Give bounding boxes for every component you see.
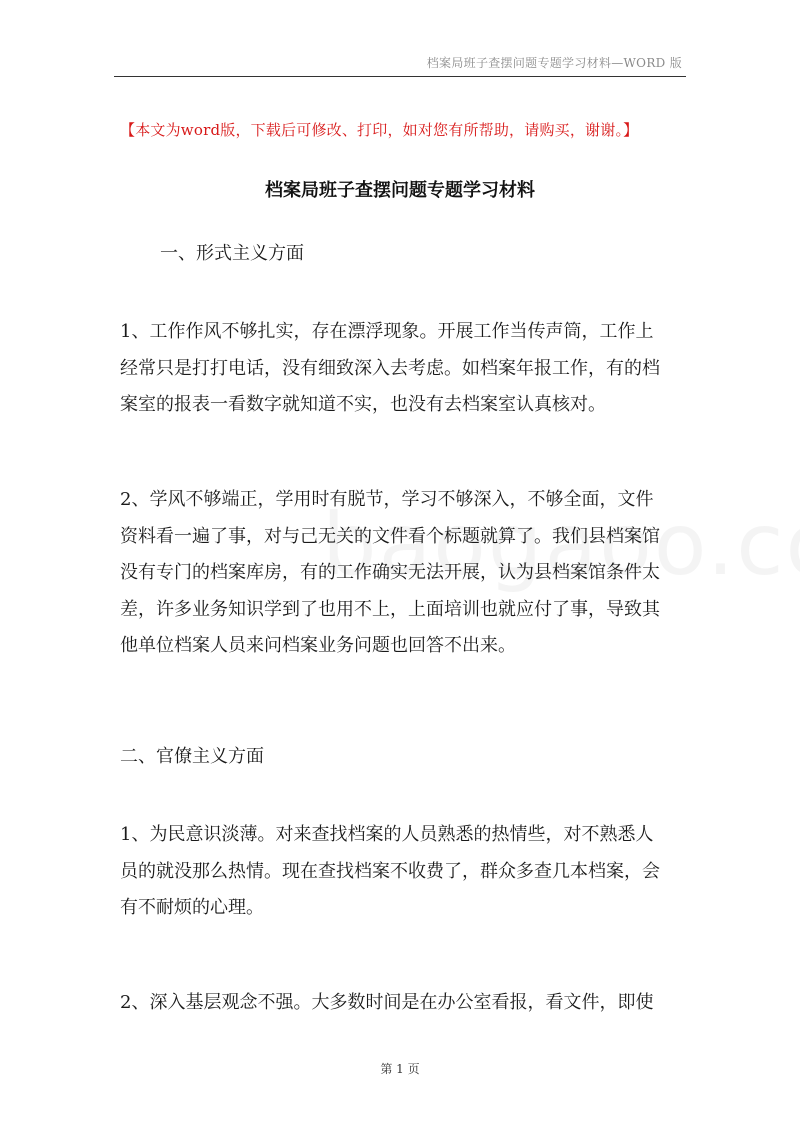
paragraph-study-style bbox=[120, 482, 685, 665]
paragraph-line: 案室的报表一看数字就知道不实，也没有去档案室认真核对。 bbox=[120, 394, 606, 415]
section-heading-formalism: 一、形式主义方面 bbox=[160, 243, 304, 264]
running-header: 档案局班子查摆问题专题学习材料—WORD 版 bbox=[426, 56, 682, 70]
purchase-notice: 【本文为word版，下载后可修改、打印，如对您有所帮助，请购买，谢谢。】 bbox=[120, 121, 639, 139]
section-heading-bureaucracy: 二、官僚主义方面 bbox=[120, 746, 264, 767]
paragraph-line: 2、学风不够端正，学用时有脱节，学习不够深入，不够全面，文件 bbox=[120, 489, 654, 510]
paragraph-line: 资料看一遍了事，对与己无关的文件看个标题就算了。我们县档案馆 bbox=[120, 525, 660, 547]
paragraph-service-awareness bbox=[120, 817, 685, 927]
document-title: 档案局班子查摆问题专题学习材料 bbox=[265, 180, 535, 201]
paragraph-grassroots bbox=[120, 985, 685, 1022]
paragraph-line: 他单位档案人员来问档案业务问题也回答不出来。 bbox=[120, 635, 516, 656]
paragraph-line: 员的就没那么热情。现在查找档案不收费了，群众多查几本档案，会 bbox=[120, 860, 660, 882]
paragraph-line: 1、为民意识淡薄。对来查找档案的人员熟悉的热情些，对不熟悉人 bbox=[120, 824, 654, 845]
paragraph-line: 经常只是打打电话，没有细致深入去考虑。如档案年报工作，有的档 bbox=[120, 357, 660, 379]
paragraph-line: 1、工作作风不够扎实，存在漂浮现象。开展工作当传声筒，工作上 bbox=[120, 321, 654, 342]
paragraph-line: 没有专门的档案库房，有的工作确实无法开展，认为县档案馆条件太 bbox=[120, 562, 660, 583]
paragraph-line: 2、深入基层观念不强。大多数时间是在办公室看报，看文件，即使 bbox=[120, 992, 654, 1013]
paragraph-work-style bbox=[120, 314, 685, 424]
page-number: 第 1 页 bbox=[380, 1062, 420, 1076]
header-divider bbox=[114, 76, 686, 77]
paragraph-line: 差，许多业务知识学到了也用不上，上面培训也就应付了事，导致其 bbox=[120, 598, 660, 620]
paragraph-line: 有不耐烦的心理。 bbox=[120, 897, 264, 918]
